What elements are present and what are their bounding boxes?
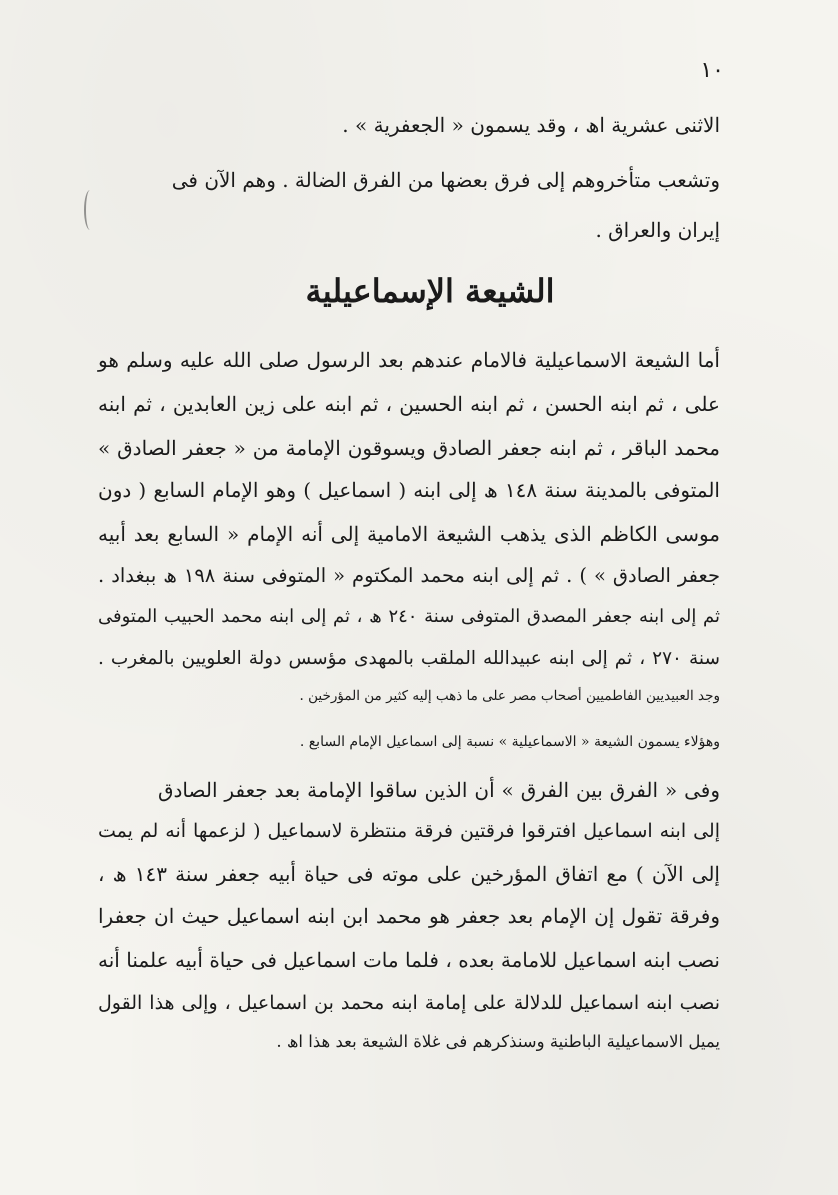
paragraph-line: وهؤلاء يسمون الشيعة « الاسماعيلية » نسبة إلى اسماعيل الإمام السابع .: [299, 734, 720, 750]
paragraph-line: وجد العبيديين الفاطميين أصحاب مصر على ما ذهب إليه كثير من المؤرخين .: [299, 688, 720, 704]
page-number: ١٠: [700, 58, 724, 83]
paragraph-line: جعفر الصادق » ) . ثم إلى ابنه محمد المكتوم « المتوفى سنة ١٩٨ ھ ببغداد .: [98, 564, 721, 587]
paragraph-line: وفى « الفرق بين الفرق » أن الذين ساقوا الإمامة بعد جعفر الصادق: [158, 778, 720, 802]
paragraph-line: أما الشيعة الاسماعيلية فالامام عندهم بعد الرسول صلى الله عليه وسلم هو: [98, 348, 720, 372]
intro-line: وتشعب متأخروهم إلى فرق بعضها من الفرق الضالة . وهم الآن فى: [171, 168, 720, 192]
intro-line: إيران والعراق .: [595, 218, 720, 242]
paragraph-line: على ، ثم ابنه الحسن ، ثم ابنه الحسين ، ثم ابنه على زين العابدين ، ثم ابنه: [98, 392, 720, 416]
paragraph-line: إلى الآن ) مع اتفاق المؤرخين على موته فى حياة أبيه جعفر سنة ١٤٣ ھ ،: [98, 862, 720, 886]
section-heading: الشيعة الإسماعيلية: [305, 272, 555, 310]
margin-mark: [84, 190, 96, 230]
paragraph-line: محمد الباقر ، ثم ابنه جعفر الصادق ويسوقون الإمامة من « جعفر الصادق »: [98, 436, 720, 460]
paragraph-line: يميل الاسماعيلية الباطنية وسنذكرهم فى غلاة الشيعة بعد هذا اھ .: [276, 1032, 720, 1051]
paragraph-line: المتوفى بالمدينة سنة ١٤٨ ھ إلى ابنه ( اسماعيل ) وهو الإمام السابع ( دون: [98, 478, 720, 502]
intro-line: الاثنى عشرية اھ ، وقد يسمون « الجعفرية » .: [342, 113, 720, 137]
paragraph-line: سنة ٢٧٠ ، ثم إلى ابنه عبيدالله الملقب بالمهدى مؤسس دولة العلويين بالمغرب .: [98, 648, 720, 669]
paragraph-line: موسى الكاظم الذى يذهب الشيعة الامامية إلى أنه الإمام « السابع بعد أبيه: [98, 522, 720, 546]
paragraph-line: نصب ابنه اسماعيل للدلالة على إمامة ابنه محمد بن اسماعيل ، وإلى هذا القول: [98, 992, 720, 1014]
paragraph-line: إلى ابنه اسماعيل افترقوا فرقتين فرقة منتظرة لاسماعيل ( لزعمها أنه لم يمت: [98, 820, 720, 842]
paragraph-line: ثم إلى ابنه جعفر المصدق المتوفى سنة ٢٤٠ ھ ، ثم إلى ابنه محمد الحبيب المتوفى: [98, 606, 720, 627]
paragraph-line: نصب ابنه اسماعيل للامامة بعده ، فلما مات اسماعيل فى حياة أبيه علمنا أنه: [98, 948, 720, 972]
paragraph-line: وفرقة تقول إن الإمام بعد جعفر هو محمد ابن ابنه اسماعيل حيث ان جعفرا: [98, 904, 720, 928]
